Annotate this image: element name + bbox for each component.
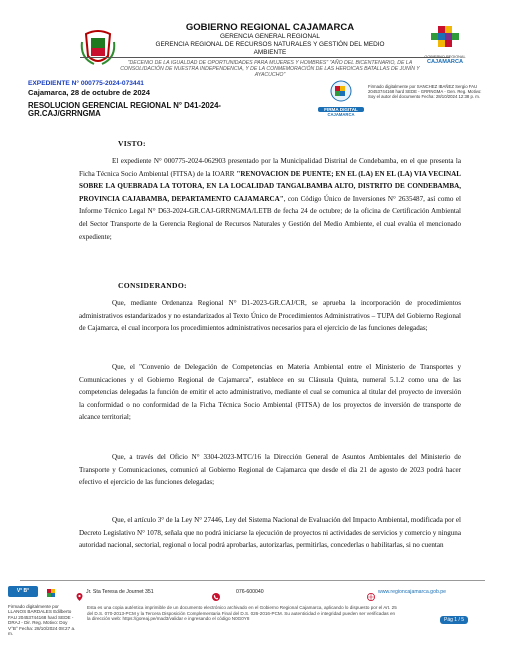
footer-website-link[interactable]: www.regioncajamarca.gob.pe bbox=[378, 589, 447, 595]
visto-paragraph bbox=[79, 155, 461, 243]
considerando-paragraph-3 bbox=[79, 451, 461, 489]
page-indicator: Pág 1 / 5 bbox=[440, 616, 468, 624]
phone-icon bbox=[212, 588, 220, 606]
firma-badge-label: FIRMA DIGITAL bbox=[318, 107, 364, 112]
vb-label: V° B° bbox=[16, 588, 30, 594]
visto-text-2: , con Código Único de Inversiones N° 2635487, así como el Informe Técnico Legal N° D63-2024-GR.CAJ-GRRNGMA/LETB de fecha 24 de octubre; de la oficina de Certificación Ambiental del Sector Transporte de la Gerencia Regional de Recursos Naturales y Gestión del Medio Ambiente, el cual evalúa el mencionado expediente; bbox=[79, 194, 461, 241]
header-line-2: GERENCIA REGIONAL DE RECURSOS NATURALES Y GESTIÓN DEL MEDIO bbox=[155, 41, 385, 48]
resolution-title-line-2: GR.CAJ/GRRNGMA bbox=[28, 109, 101, 118]
footer-divider bbox=[20, 580, 485, 581]
gobierno-regional-cajamarca-logo bbox=[420, 24, 470, 64]
visto-heading: VISTO: bbox=[118, 139, 146, 148]
header-divider bbox=[80, 57, 450, 58]
footer-address: Jr. Sta Teresa de Journet 351 bbox=[86, 589, 154, 595]
document-date: Cajamarca, 28 de octubre de 2024 bbox=[28, 88, 150, 97]
paragraph-text: Que, mediante Ordenanza Regional N° D1-2023-GR.CAJ/CR, se aprueba la incorporación de procedimientos administrativos estandarizados y no estandarizados al Texto Único de Procedimientos Administrativos – TUPA del Gobierno Regional de Cajamarca, el cual incorpora los procedimientos administrativos necesarios para el ejercicio de las funciones delegadas; bbox=[79, 299, 461, 333]
firma-digital-badge bbox=[318, 80, 364, 120]
vb-stamp bbox=[8, 586, 38, 597]
header-motto: "DECENIO DE LA IGUALDAD DE OPORTUNIDADES PARA MUJERES Y HOMBRES" "AÑO DEL BICENTENARIO, DE LA CONSOLIDACIÓN DE NUESTRA INDEPENDENCIA, Y DE LA CONMEMORACIÓN DE LAS HEROICAS BATALLAS DE JUNÍN Y AYACUCHO" bbox=[120, 60, 420, 79]
visto-project-name: "RENOVACION DE PUENTE; EN EL (LA) EN EL (LA) VIA VECINAL SOBRE LA QUEBRADA LA TOTORA, EN LA LOCALIDAD TANGALBAMBA ALTO, DISTRITO DE CONDEBAMBA, PROVINCIA CAJABAMBA, DEPARTAMENTO CAJAMARCA" bbox=[79, 169, 461, 203]
considerando-paragraph-1 bbox=[79, 297, 461, 335]
header-line-3: AMBIENTE bbox=[253, 49, 287, 56]
visto-text-1: El expediente N° 000775-2024-062903 presentado por la Municipalidad Distrital de Condebamba, en el que presenta la Ficha Técnica Socio Ambiental (FITSA) de la IOARR bbox=[79, 157, 461, 178]
firma-digital-text: Firmado digitalmente por SANCHEZ IBAÑEZ Sergio FAU 20453744168 hard SEDE - GRRNGMA - Gen. Reg. Motivo: Soy el autor del documento Fecha: 28/10/2024 12:38 p. m. bbox=[368, 84, 482, 99]
resolution-title-line-1: RESOLUCION GERENCIAL REGIONAL N° D41-2024- bbox=[28, 101, 222, 110]
considerando-heading: CONSIDERANDO: bbox=[118, 281, 187, 290]
header-subtitle bbox=[140, 33, 400, 57]
header-title: GOBIERNO REGIONAL CAJAMARCA bbox=[185, 22, 355, 33]
resolution-title bbox=[28, 102, 328, 118]
footer-phone: 076-600040 bbox=[236, 589, 264, 595]
footer-small-logo bbox=[41, 586, 61, 597]
paragraph-text: Que, a través del Oficio N° 3304-2023-MTC/16 la Dirección General de Asuntos Ambientales del Ministerio de Transporte y Comunicaciones, comunicó al Gobierno Regional de Cajamarca que desde el día 21 de agosto de 2023 podrá hacer efectivo el ejercicio de las funciones delegadas; bbox=[79, 453, 461, 487]
paragraph-text: Que, el artículo 3° de la Ley N° 27446, Ley del Sistema Nacional de Evaluación del Impacto Ambiental, modificada por el Decreto Legislativo N° 1078, señala que no podrá iniciarse la ejecución de proyectos ni actividades de servicios y comercio y ninguna autoridad nacional, sectorial, regional o local podrá aprobarlas, autorizarlas, permitirlas, concederlas o habilitarlas, si no cuentan bbox=[79, 516, 461, 550]
footer-authenticity-note: Esta es una copia auténtica imprimible de un documento electrónico archivado en el Gobierno Regional Cajamarca, aplicando lo dispuesto por el Art. 25 del D.S. 070-2013-PCM y la Tercera Disposición Complementaria Final del D.S. 026-2016-PCM. Su autenticidad e integridad pueden ser verificadas en la dirección web: https://goreaj.pe/mad3/validar e ingresando el código N0G0Y8 bbox=[87, 605, 397, 621]
considerando-paragraph-4 bbox=[79, 514, 461, 552]
logo-caption: GOBIERNO REGIONAL bbox=[424, 55, 466, 59]
globe-icon bbox=[367, 588, 375, 606]
header-line-1: GERENCIA GENERAL REGIONAL bbox=[220, 33, 320, 40]
paragraph-text: Que, el "Convenio de Delegación de Competencias en Materia Ambiental entre el Ministerio de Transportes y Comunicaciones y el Gobierno Regional de Cajamarca", establece en su Cláusula Quinta, numeral 5.1.2 como una de las competencias delegadas la función de emitir el acto administrativo, mediante el cual se comunica al titular del proyecto de inversión la conformidad o no conformidad de la Ficha Técnica Socio Ambiental (FITSA) de los proyectos de inversión de transporte de alcance territorial; bbox=[79, 363, 461, 422]
logo-caption-2: CAJAMARCA bbox=[426, 59, 464, 65]
footer-firma-text: Firmado digitalmente por LLANOS BARDALES Edilberto FAU 20453744168 hard SEDE - DRAJ - Dir. Reg. Motivo: Doy V°B° Fecha: 28/10/2024 08:27 a. m. bbox=[8, 604, 76, 637]
peru-coat-of-arms-logo bbox=[80, 28, 116, 68]
expediente-number: EXPEDIENTE N° 000775-2024-073441 bbox=[28, 80, 144, 87]
considerando-paragraph-2 bbox=[79, 361, 461, 424]
firma-badge-sub: CAJAMARCA bbox=[327, 112, 355, 117]
